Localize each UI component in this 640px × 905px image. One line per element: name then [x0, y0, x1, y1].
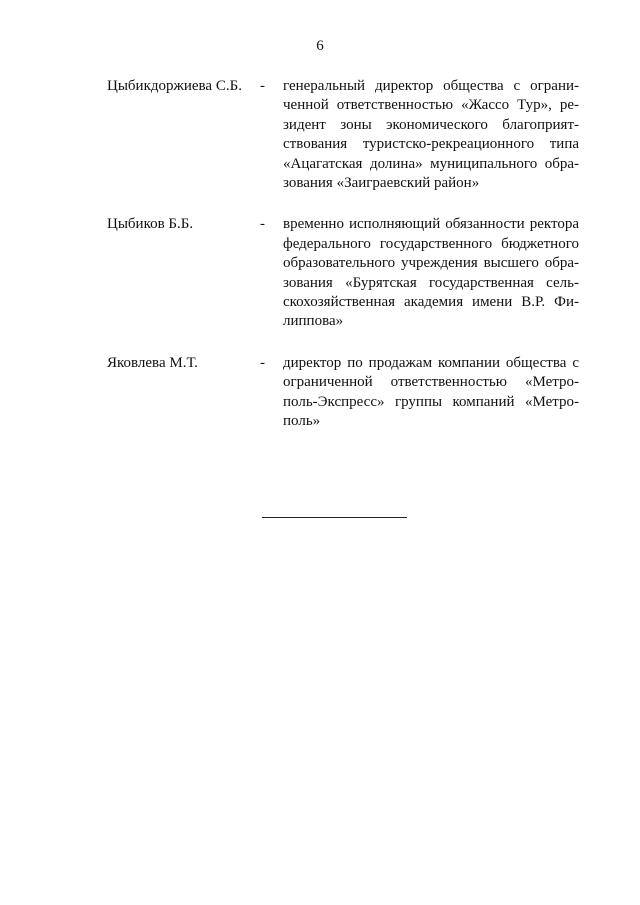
- description-line: директор по продажам компании общества с: [283, 354, 579, 371]
- separator-dash: -: [260, 216, 265, 233]
- separator-dash: -: [260, 354, 265, 371]
- page-number: 6: [316, 38, 324, 54]
- member-name: Цыбиков Б.Б.: [107, 216, 194, 233]
- member-description: [283, 354, 579, 432]
- description-line: федерального государственного бюджетного: [283, 235, 579, 252]
- member-entry-3: [107, 354, 579, 432]
- member-name: Цыбикдоржиева С.Б.: [107, 78, 242, 94]
- description-line: временно исполняющий обязанности ректора: [283, 216, 579, 233]
- description-line: зования «Бурятская государственная сель-: [283, 274, 579, 291]
- description-line: скохозяйственная академия имени В.Р. Фи-: [283, 294, 579, 311]
- separator-dash: -: [260, 78, 265, 94]
- description-line: ствования туристско-рекреационного типа: [283, 136, 579, 153]
- member-description: [283, 215, 579, 331]
- description-line: липпова»: [283, 313, 344, 330]
- description-line: зования «Заиграевский район»: [283, 175, 480, 192]
- description-line: «Ацагатская долина» муниципального обра-: [283, 155, 579, 172]
- description-line: поль-Экспресс» группы компаний «Метро-: [283, 393, 579, 410]
- end-of-list-rule: [262, 517, 407, 518]
- description-line: зидент зоны экономического благоприят-: [283, 116, 579, 133]
- description-line: ченной ответственностью «Жассо Тур», ре-: [283, 97, 579, 114]
- description-line: ограниченной ответственностью «Метро-: [283, 374, 579, 391]
- description-line: образовательного учреждения высшего обра-: [283, 255, 579, 272]
- description-line: генеральный директор общества с ограни-: [283, 78, 579, 94]
- member-entry-1: [107, 77, 579, 193]
- member-description: [283, 77, 579, 193]
- description-line: поль»: [283, 413, 321, 430]
- member-entry-2: [107, 215, 579, 331]
- member-list: [107, 77, 579, 454]
- member-name: Яковлева М.Т.: [107, 354, 198, 371]
